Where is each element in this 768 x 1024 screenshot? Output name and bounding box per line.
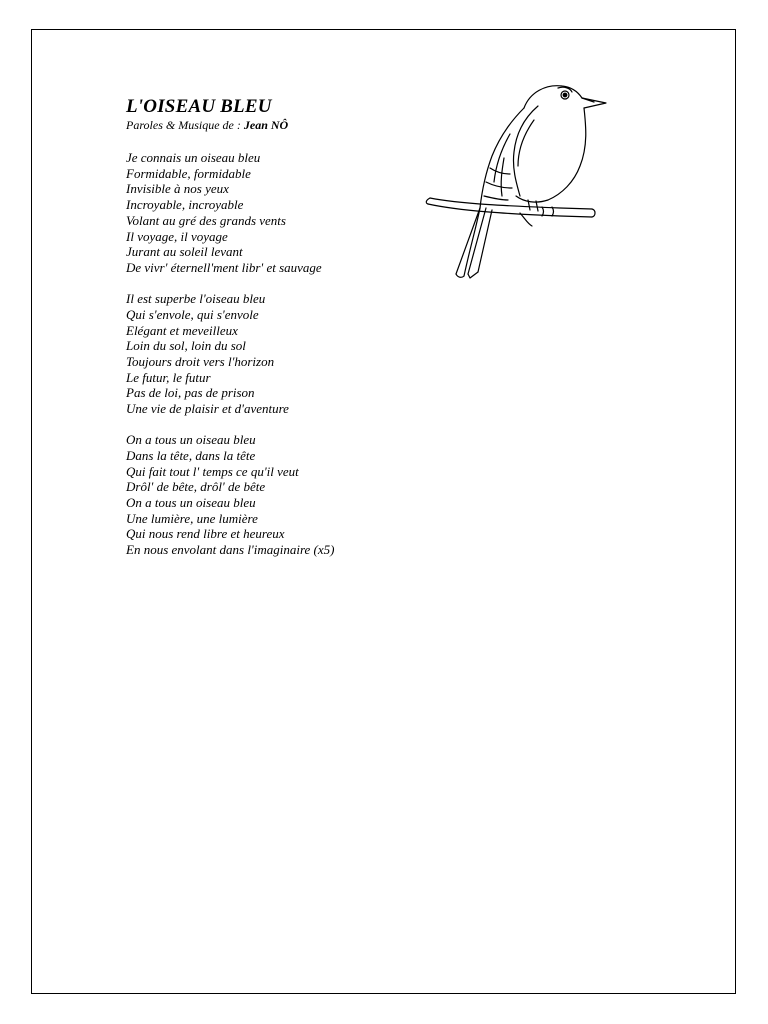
lyric-line: Une lumière, une lumière (126, 510, 258, 526)
credits-label: Paroles & Musique de : (126, 118, 241, 132)
verse-3 (126, 432, 426, 558)
lyric-line: Drôl' de bête, drôl' de bête (126, 479, 266, 495)
lyric-line: Pas de loi, pas de prison (126, 385, 255, 401)
lyric-line: Volant au gré des grands vents (126, 212, 286, 228)
lyric-line: Le futur, le futur (126, 369, 211, 385)
lyric-line: Qui fait tout l' temps ce qu'il veut (126, 463, 299, 479)
lyric-line: On a tous un oiseau bleu (126, 432, 256, 448)
song-title: L'OISEAU BLEU (126, 96, 272, 117)
lyric-line: Dans la tête, dans la tête (126, 447, 256, 463)
lyric-line: Qui nous rend libre et heureux (126, 526, 285, 542)
lyric-line: En nous envolant dans l'imaginaire (x5) (126, 542, 335, 558)
lyric-line: Il est superbe l'oiseau bleu (126, 291, 266, 307)
lyric-line: Loin du sol, loin du sol (126, 338, 246, 354)
verse-1 (126, 150, 426, 276)
credits-author: Jean NÔ (243, 118, 289, 132)
lyric-line: Jurant au soleil levant (126, 244, 243, 260)
lyric-line: On a tous un oiseau bleu (126, 495, 256, 511)
lyric-line: Incroyable, incroyable (126, 197, 244, 213)
lyric-line: Elégant et meveilleux (126, 322, 238, 338)
lyric-line: Formidable, formidable (126, 165, 251, 181)
song-credits (126, 118, 426, 132)
lyric-line: Qui s'envole, qui s'envole (126, 306, 259, 322)
song-lyrics (126, 96, 426, 573)
lyric-line: Je connais un oiseau bleu (126, 150, 261, 165)
lyric-line: Invisible à nos yeux (126, 181, 229, 197)
lyric-line: Il voyage, il voyage (126, 228, 228, 244)
verse-2 (126, 291, 426, 417)
lyric-line: De vivr' éternell'ment libr' et sauvage (126, 259, 322, 275)
bird-on-branch-icon (420, 78, 612, 282)
lyric-line: Une vie de plaisir et d'aventure (126, 401, 289, 417)
lyric-line: Toujours droit vers l'horizon (126, 353, 275, 369)
